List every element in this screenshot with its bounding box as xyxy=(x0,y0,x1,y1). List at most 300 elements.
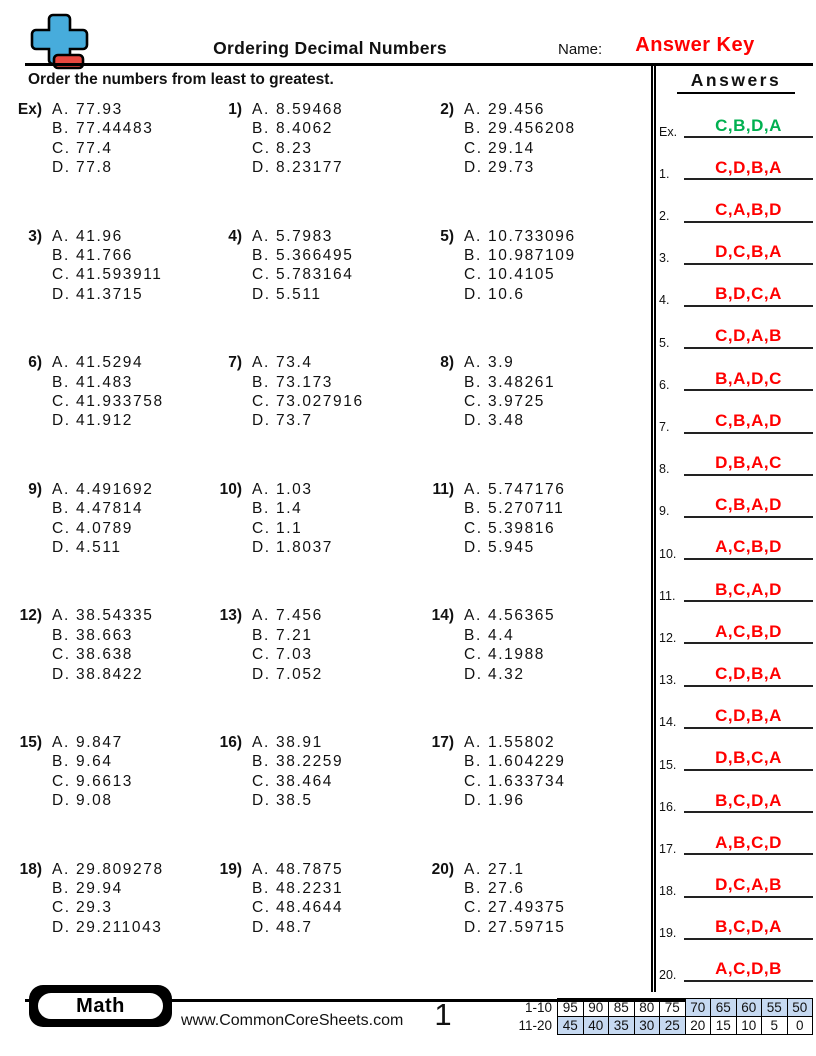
options-list xyxy=(52,353,164,431)
option-value: 1.8037 xyxy=(276,539,334,556)
answer-value: D,C,B,A xyxy=(684,243,813,265)
option-row xyxy=(52,772,133,791)
score-cell: 25 xyxy=(660,1016,686,1034)
answer-row xyxy=(658,349,814,391)
answer-row xyxy=(658,855,814,897)
answer-number-label: 14. xyxy=(659,715,677,730)
problem-number: 19) xyxy=(219,860,242,878)
option-letter: A. xyxy=(252,354,270,372)
option-letter: A. xyxy=(464,480,482,498)
option-value: 29.211043 xyxy=(76,918,163,936)
option-value: 7.456 xyxy=(276,607,323,625)
problem-block xyxy=(14,100,214,178)
option-value: 38.2259 xyxy=(276,753,344,771)
problem-block xyxy=(426,100,650,178)
option-letter: C. xyxy=(52,393,71,410)
answer-number-label: 19. xyxy=(659,926,677,941)
option-letter: C. xyxy=(252,519,271,537)
option-letter: B. xyxy=(52,626,70,644)
score-row-label: 11-20 xyxy=(518,1017,552,1033)
option-row xyxy=(252,411,364,430)
answer-number-label: 17. xyxy=(659,841,677,856)
problem-number: 16) xyxy=(219,733,242,751)
option-value: 10.4105 xyxy=(488,266,556,284)
option-row xyxy=(464,353,555,372)
option-value: 5.366495 xyxy=(276,247,354,264)
option-letter: C. xyxy=(252,646,271,664)
options-list xyxy=(52,606,153,684)
problem-block xyxy=(426,480,650,558)
option-value: 1.03 xyxy=(276,480,313,498)
subject-badge xyxy=(29,985,172,1027)
option-letter: C. xyxy=(464,646,483,664)
option-letter: A. xyxy=(52,860,70,878)
option-row xyxy=(252,606,323,625)
problem-block xyxy=(426,606,650,684)
option-row xyxy=(252,860,343,879)
problem-number: 7) xyxy=(228,354,242,372)
answer-number-label: 13. xyxy=(659,673,677,688)
option-row xyxy=(464,772,565,791)
problem-number: 13) xyxy=(219,607,242,625)
option-letter: A. xyxy=(252,480,270,498)
answer-value: C,D,B,A xyxy=(684,665,813,687)
option-letter: B. xyxy=(464,879,482,897)
option-letter: A. xyxy=(464,733,482,751)
answer-row xyxy=(658,940,814,982)
option-letter: A. xyxy=(52,607,70,625)
option-letter: C. xyxy=(252,266,271,284)
option-row xyxy=(252,285,353,304)
option-value: 1.96 xyxy=(488,792,525,810)
option-value: 77.4 xyxy=(76,139,113,157)
option-letter: C. xyxy=(52,519,71,537)
option-letter: A. xyxy=(52,227,70,245)
option-letter: C. xyxy=(464,772,483,790)
option-letter: D. xyxy=(464,159,483,177)
option-letter: C. xyxy=(52,899,71,917)
answer-row xyxy=(658,180,814,222)
option-value: 27.6 xyxy=(488,879,525,897)
option-value: 5.783164 xyxy=(276,266,354,284)
option-row xyxy=(464,665,555,684)
option-value: 41.766 xyxy=(76,247,134,264)
option-value: 38.464 xyxy=(276,772,334,790)
answer-row xyxy=(658,518,814,560)
option-letter: C. xyxy=(464,899,483,917)
answers-title: Answers xyxy=(677,70,795,94)
answer-row xyxy=(658,476,814,518)
option-letter: B. xyxy=(52,120,70,138)
option-row xyxy=(252,791,343,810)
answer-value: B,C,D,A xyxy=(684,918,813,940)
option-value: 9.08 xyxy=(76,792,113,810)
option-letter: C. xyxy=(252,393,271,410)
option-row xyxy=(252,119,343,138)
option-row xyxy=(464,392,555,411)
score-cell: 95 xyxy=(558,999,584,1017)
problem-number: 3) xyxy=(28,227,42,245)
option-value: 4.0789 xyxy=(76,519,134,537)
instruction-text: Order the numbers from least to greatest. xyxy=(28,71,334,88)
option-value: 48.7 xyxy=(276,918,313,936)
option-value: 29.456208 xyxy=(488,120,576,138)
problems-grid xyxy=(14,100,650,986)
option-row xyxy=(252,227,353,246)
subject-badge-label: Math xyxy=(36,991,165,1021)
problem-block xyxy=(214,227,426,305)
problem-block xyxy=(14,733,214,811)
option-value: 73.173 xyxy=(276,373,334,391)
problem-block xyxy=(14,860,214,938)
option-value: 29.456 xyxy=(488,101,546,118)
option-value: 4.47814 xyxy=(76,500,144,518)
options-list xyxy=(52,480,153,558)
option-value: 38.8422 xyxy=(76,665,144,683)
option-letter: B. xyxy=(252,120,270,138)
option-row xyxy=(52,285,163,304)
option-value: 10.6 xyxy=(488,285,525,303)
option-letter: D. xyxy=(464,665,483,683)
option-letter: A. xyxy=(52,480,70,498)
option-letter: B. xyxy=(252,753,270,771)
score-cell: 0 xyxy=(787,1016,813,1034)
option-value: 38.638 xyxy=(76,646,134,664)
options-list xyxy=(252,606,323,684)
option-row xyxy=(52,353,164,372)
option-letter: B. xyxy=(464,753,482,771)
option-value: 29.14 xyxy=(488,139,535,157)
option-value: 8.4062 xyxy=(276,120,334,138)
option-row xyxy=(52,227,163,246)
options-list xyxy=(52,227,163,305)
answer-number-label: 18. xyxy=(659,884,677,899)
option-value: 5.747176 xyxy=(488,480,566,498)
problem-block xyxy=(14,606,214,684)
answer-number-label: 20. xyxy=(659,968,677,983)
score-cell: 70 xyxy=(685,999,711,1017)
answer-value: C,B,D,A xyxy=(684,117,813,139)
option-letter: C. xyxy=(252,139,271,157)
answer-value: C,B,A,D xyxy=(684,496,813,518)
answer-row xyxy=(658,307,814,349)
option-value: 10.733096 xyxy=(488,227,576,245)
answer-value: C,D,B,A xyxy=(684,159,813,181)
option-letter: B. xyxy=(52,247,70,264)
problem-number: 2) xyxy=(440,101,454,118)
option-row xyxy=(252,100,343,119)
option-letter: D. xyxy=(464,792,483,810)
option-row xyxy=(464,791,565,810)
option-row xyxy=(464,879,565,898)
option-value: 9.64 xyxy=(76,753,113,771)
option-letter: B. xyxy=(52,373,70,391)
option-letter: C. xyxy=(52,772,71,790)
option-letter: B. xyxy=(464,120,482,138)
plus-logo-icon xyxy=(27,12,93,70)
option-row xyxy=(464,898,565,917)
option-letter: D. xyxy=(252,539,271,556)
option-value: 73.027916 xyxy=(276,393,364,410)
option-letter: D. xyxy=(52,792,71,810)
option-letter: D. xyxy=(252,792,271,810)
options-list xyxy=(252,480,333,558)
option-value: 10.987109 xyxy=(488,247,576,264)
option-row xyxy=(52,791,133,810)
option-letter: D. xyxy=(252,159,271,177)
options-list xyxy=(464,860,565,938)
options-list xyxy=(252,733,343,811)
option-row xyxy=(464,499,565,518)
options-list xyxy=(252,353,364,431)
score-table xyxy=(518,998,814,1035)
option-value: 38.54335 xyxy=(76,607,154,625)
option-value: 3.9725 xyxy=(488,393,546,410)
option-value: 1.604229 xyxy=(488,753,566,771)
score-cell: 45 xyxy=(558,1016,584,1034)
option-value: 5.39816 xyxy=(488,519,556,537)
option-value: 38.5 xyxy=(276,792,313,810)
options-list xyxy=(52,733,133,811)
option-value: 29.3 xyxy=(76,899,113,917)
option-value: 27.49375 xyxy=(488,899,566,917)
answer-row xyxy=(658,771,814,813)
option-row xyxy=(252,752,343,771)
option-letter: A. xyxy=(252,733,270,751)
option-value: 41.96 xyxy=(76,227,123,245)
option-letter: D. xyxy=(464,285,483,303)
option-row xyxy=(464,139,576,158)
option-value: 41.3715 xyxy=(76,285,144,303)
option-value: 29.94 xyxy=(76,879,123,897)
score-cell: 35 xyxy=(609,1016,635,1034)
option-value: 3.9 xyxy=(488,354,515,372)
option-value: 77.93 xyxy=(76,101,123,118)
option-row xyxy=(52,158,153,177)
options-list xyxy=(52,100,153,178)
answer-value: A,C,B,D xyxy=(684,623,813,645)
option-value: 3.48 xyxy=(488,412,525,430)
answer-number-label: 10. xyxy=(659,546,677,561)
option-letter: D. xyxy=(52,539,71,556)
option-letter: B. xyxy=(52,753,70,771)
answer-number-label: 3. xyxy=(659,251,670,266)
answer-number-label: 8. xyxy=(659,462,670,477)
option-letter: A. xyxy=(52,733,70,751)
problem-block xyxy=(14,480,214,558)
option-letter: D. xyxy=(52,918,71,936)
option-letter: C. xyxy=(464,393,483,410)
problem-block xyxy=(426,227,650,305)
problem-number: 12) xyxy=(19,607,42,625)
option-letter: B. xyxy=(252,373,270,391)
answer-number-label: 1. xyxy=(659,166,670,181)
options-list xyxy=(464,606,555,684)
score-cell: 90 xyxy=(583,999,609,1017)
option-row xyxy=(52,860,164,879)
option-row xyxy=(252,665,323,684)
problem-block xyxy=(214,353,426,431)
answer-number-label: Ex. xyxy=(659,124,678,139)
option-value: 41.593911 xyxy=(76,266,163,284)
option-letter: C. xyxy=(252,899,271,917)
score-cell: 55 xyxy=(762,999,788,1017)
option-value: 9.6613 xyxy=(76,772,134,790)
option-value: 48.4644 xyxy=(276,899,344,917)
option-letter: A. xyxy=(464,101,482,118)
option-row xyxy=(464,411,555,430)
option-letter: B. xyxy=(464,500,482,518)
options-list xyxy=(464,480,565,558)
option-value: 4.491692 xyxy=(76,480,154,498)
option-row xyxy=(464,918,565,937)
page-number: 1 xyxy=(434,997,452,1032)
answer-row xyxy=(658,96,814,138)
answer-number-label: 15. xyxy=(659,757,677,772)
option-letter: A. xyxy=(52,354,70,372)
score-row xyxy=(518,1016,813,1034)
problem-number: 17) xyxy=(431,733,454,751)
option-row xyxy=(52,265,163,284)
score-cell: 50 xyxy=(787,999,813,1017)
option-value: 48.7875 xyxy=(276,860,344,878)
option-row xyxy=(252,879,343,898)
answer-number-label: 2. xyxy=(659,209,670,224)
option-row xyxy=(252,626,323,645)
option-value: 38.91 xyxy=(276,733,323,751)
option-row xyxy=(52,480,153,499)
option-letter: B. xyxy=(252,626,270,644)
option-row xyxy=(464,645,555,664)
option-value: 1.633734 xyxy=(488,772,566,790)
option-row xyxy=(464,285,576,304)
option-value: 7.052 xyxy=(276,665,323,683)
option-row xyxy=(252,772,343,791)
option-row xyxy=(52,139,153,158)
option-letter: C. xyxy=(252,772,271,790)
options-list xyxy=(252,227,353,305)
option-row xyxy=(252,392,364,411)
option-row xyxy=(464,227,576,246)
answer-number-label: 9. xyxy=(659,504,670,519)
score-cell: 85 xyxy=(609,999,635,1017)
answer-value: D,B,C,A xyxy=(684,749,813,771)
option-row xyxy=(52,733,133,752)
option-letter: A. xyxy=(252,227,270,245)
answer-row xyxy=(658,898,814,940)
option-row xyxy=(52,246,163,265)
option-row xyxy=(52,392,164,411)
answer-row xyxy=(658,602,814,644)
option-letter: C. xyxy=(52,646,71,664)
problem-number: 15) xyxy=(19,733,42,751)
option-row xyxy=(464,119,576,138)
option-letter: A. xyxy=(252,101,270,118)
option-value: 73.4 xyxy=(276,354,313,372)
score-cell: 60 xyxy=(736,999,762,1017)
option-row xyxy=(52,411,164,430)
problem-number: 9) xyxy=(28,480,42,498)
option-row xyxy=(252,733,343,752)
problem-block xyxy=(426,733,650,811)
answer-row xyxy=(658,687,814,729)
option-letter: C. xyxy=(52,139,71,157)
problem-number: 1) xyxy=(228,101,242,118)
option-letter: B. xyxy=(464,247,482,264)
option-row xyxy=(252,499,333,518)
answer-row xyxy=(658,434,814,476)
option-letter: D. xyxy=(252,918,271,936)
answer-value: B,C,A,D xyxy=(684,581,813,603)
option-row xyxy=(52,645,153,664)
option-letter: D. xyxy=(464,539,483,556)
option-value: 41.912 xyxy=(76,412,134,430)
option-value: 73.7 xyxy=(276,412,313,430)
problem-block xyxy=(214,733,426,811)
problem-block xyxy=(426,353,650,431)
option-row xyxy=(464,538,565,557)
option-letter: D. xyxy=(464,412,483,430)
option-row xyxy=(464,752,565,771)
answer-value: A,B,C,D xyxy=(684,834,813,856)
option-row xyxy=(252,265,353,284)
answer-number-label: 16. xyxy=(659,799,677,814)
option-row xyxy=(52,538,153,557)
score-cell: 30 xyxy=(634,1016,660,1034)
answers-list xyxy=(658,96,814,982)
option-letter: B. xyxy=(464,626,482,644)
option-row xyxy=(52,606,153,625)
option-row xyxy=(52,499,153,518)
answer-row xyxy=(658,813,814,855)
options-list xyxy=(464,353,555,431)
option-value: 29.809278 xyxy=(76,860,164,878)
option-value: 41.483 xyxy=(76,373,134,391)
option-letter: B. xyxy=(52,500,70,518)
option-letter: C. xyxy=(464,139,483,157)
option-letter: D. xyxy=(252,285,271,303)
problem-number: 20) xyxy=(431,860,454,878)
option-letter: B. xyxy=(464,373,482,391)
option-row xyxy=(52,100,153,119)
answer-value: A,C,B,D xyxy=(684,538,813,560)
problem-block xyxy=(214,606,426,684)
problem-number: 11) xyxy=(432,480,454,498)
answer-value: A,C,D,B xyxy=(684,960,813,982)
option-row xyxy=(464,246,576,265)
option-value: 5.270711 xyxy=(488,500,565,518)
problem-block xyxy=(214,100,426,178)
option-value: 8.23177 xyxy=(276,159,344,177)
answer-row xyxy=(658,560,814,602)
option-row xyxy=(252,139,343,158)
option-row xyxy=(52,626,153,645)
answer-value: D,C,A,B xyxy=(684,876,813,898)
options-list xyxy=(464,227,576,305)
problem-block xyxy=(14,227,214,305)
score-cell: 5 xyxy=(762,1016,788,1034)
answer-number-label: 4. xyxy=(659,293,670,308)
answer-value: B,A,D,C xyxy=(684,370,813,392)
problem-block xyxy=(14,353,214,431)
option-row xyxy=(52,373,164,392)
option-value: 29.73 xyxy=(488,159,535,177)
answer-value: B,D,C,A xyxy=(684,285,813,307)
option-row xyxy=(464,626,555,645)
score-row-label: 1-10 xyxy=(524,999,552,1015)
option-row xyxy=(252,158,343,177)
problem-number: Ex) xyxy=(17,101,42,118)
